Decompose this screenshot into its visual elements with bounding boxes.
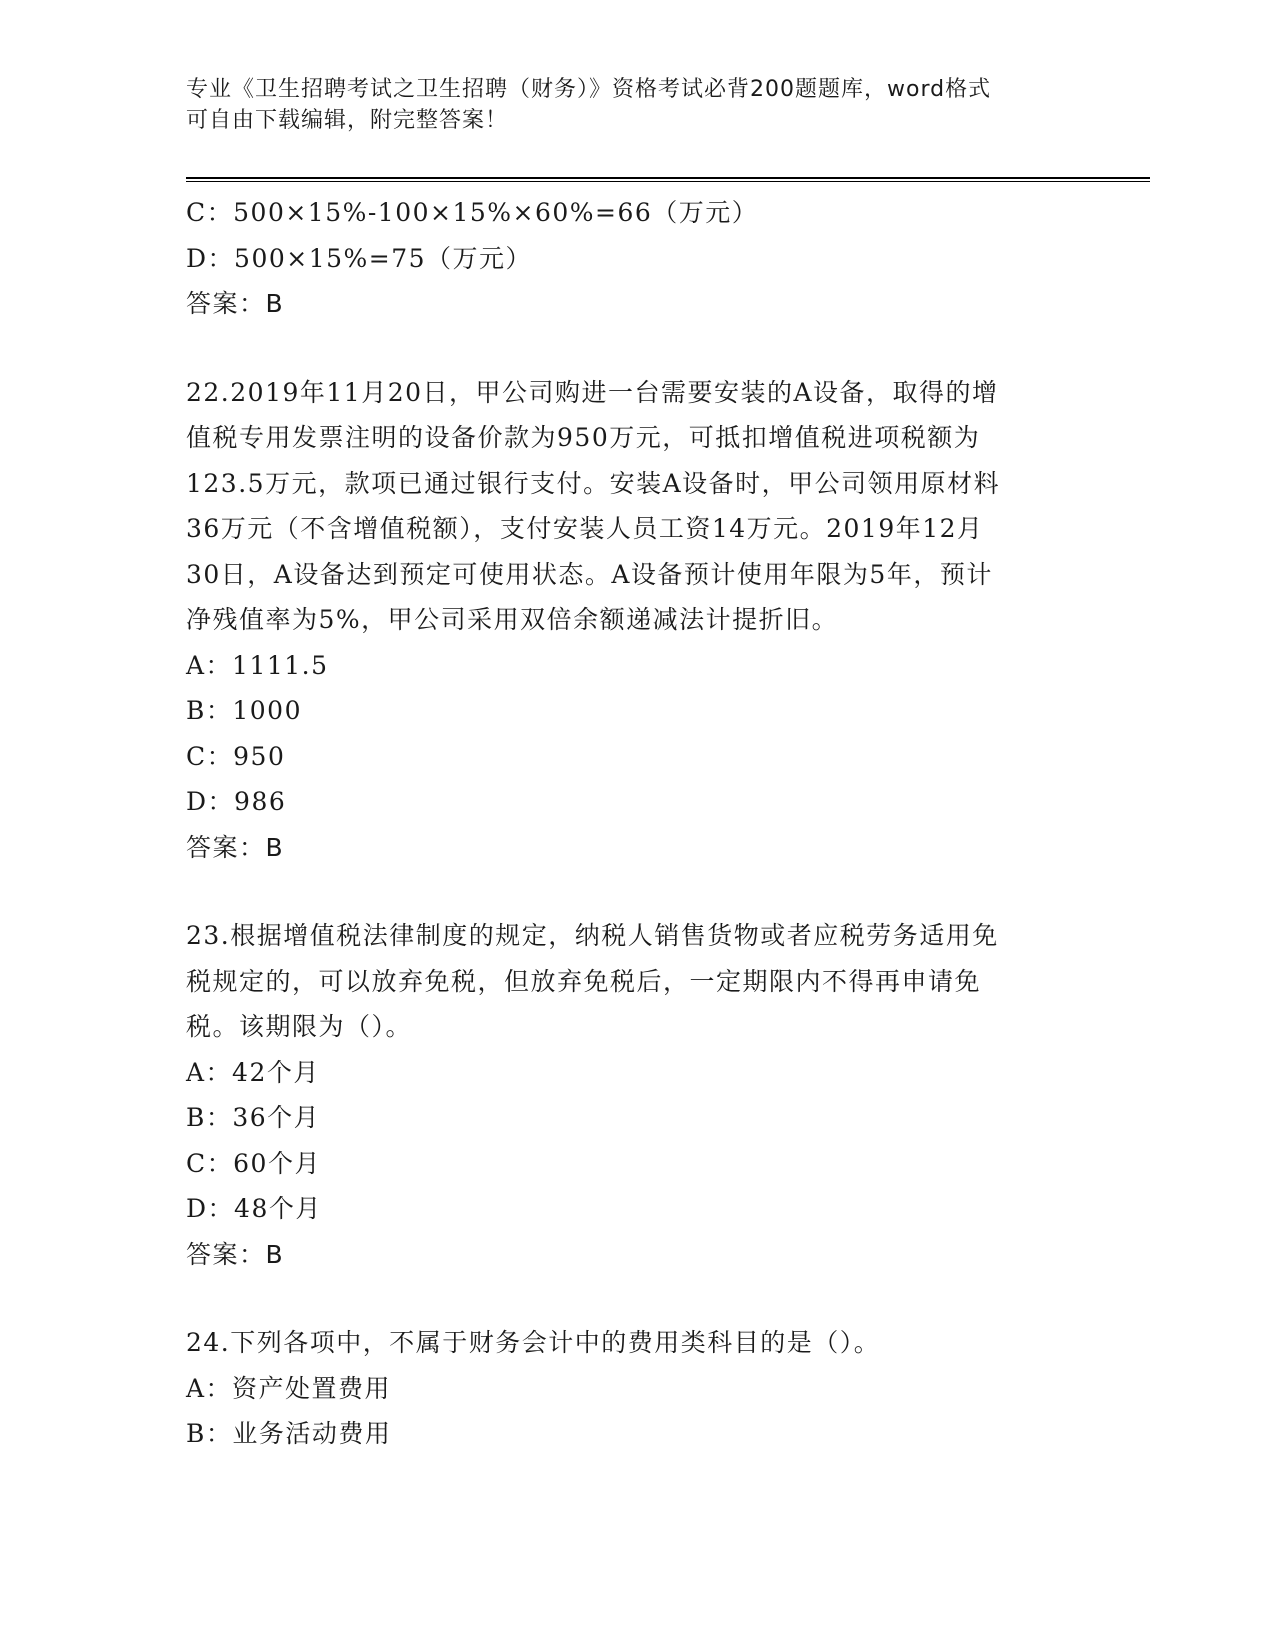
document-header xyxy=(186,74,1086,136)
question-text-line: 36万元（不含增值税额），支付安装人员工资14万元。2019年12月 xyxy=(186,514,984,543)
header-line-1: 专业《卫生招聘考试之卫生招聘（财务）》资格考试必背200题题库，word格式 xyxy=(186,77,992,102)
option-b: B：业务活动费用 xyxy=(186,1419,392,1448)
question-text-line: 123.5万元，款项已通过银行支付。安装A设备时，甲公司领用原材料 xyxy=(186,468,1001,498)
option-d: D：48个月 xyxy=(186,1194,322,1223)
option-d: D：500×15%=75（万元） xyxy=(186,243,533,273)
option-a: A：42个月 xyxy=(186,1057,320,1087)
header-divider-thin xyxy=(186,181,1150,182)
answer-line: 答案：B xyxy=(186,289,285,318)
question-text-line: 23.根据增值税法律制度的规定，纳税人销售货物或者应税劳务适用免 xyxy=(186,921,999,950)
option-a: A：资产处置费用 xyxy=(186,1373,392,1403)
option-c: C：500×15%-100×15%×60%=66（万元） xyxy=(186,198,759,227)
question-text-line: 税规定的，可以放弃免税，但放弃免税后，一定期限内不得再申请免 xyxy=(186,966,982,996)
question-text-line: 税。该期限为（）。 xyxy=(186,1012,413,1041)
option-c: C：950 xyxy=(186,741,286,771)
option-b: B：36个月 xyxy=(186,1103,321,1132)
question-text-line: 值税专用发票注明的设备价款为950万元，可抵扣增值税进项税额为 xyxy=(186,423,981,452)
question-content xyxy=(186,190,1086,1457)
previous-question xyxy=(186,190,1086,327)
question-text-line: 净残值率为5%，甲公司采用双倍余额递减法计提折旧。 xyxy=(186,605,839,634)
option-a: A：1111.5 xyxy=(186,650,329,680)
option-c: C：60个月 xyxy=(186,1148,321,1178)
question-text-line: 30日，A设备达到预定可使用状态。A设备预计使用年限为5年，预计 xyxy=(186,559,993,589)
question-text-line: 24.下列各项中，不属于财务会计中的费用类科目的是（）。 xyxy=(186,1328,881,1357)
answer-line: 答案：B xyxy=(186,832,285,862)
header-divider-thick xyxy=(186,177,1150,179)
option-b: B：1000 xyxy=(186,696,302,725)
option-d: D：986 xyxy=(186,787,287,816)
answer-line: 答案：B xyxy=(186,1239,285,1269)
question-text-line: 22.2019年11月20日，甲公司购进一台需要安装的A设备，取得的增 xyxy=(186,377,999,407)
header-line-2: 可自由下载编辑，附完整答案！ xyxy=(186,108,509,133)
question-22 xyxy=(186,370,1086,871)
question-24 xyxy=(186,1320,1086,1457)
question-23 xyxy=(186,913,1086,1277)
